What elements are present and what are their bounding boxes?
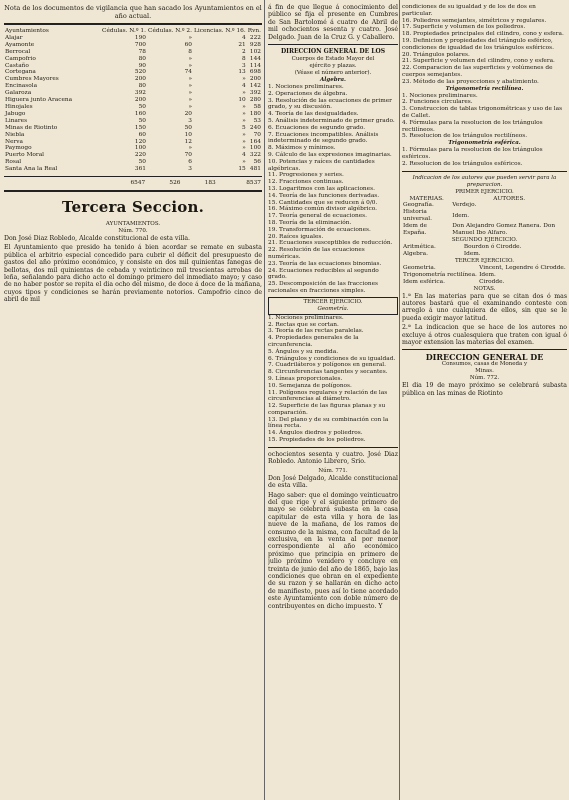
- table-cell: 58: [253, 103, 261, 110]
- list-item: 19. Definicion y propiedades del triángulo esférico, condiciones de igualdad de los triángulos esféricos.: [402, 37, 554, 51]
- list-item: 8. Máximos y mínimos.: [268, 145, 336, 152]
- table-cell: 200: [134, 97, 146, 104]
- table-row: [4, 76, 262, 83]
- table-cell: »: [242, 90, 246, 97]
- col-header: Rvn.: [247, 28, 261, 34]
- col-header: Ayuntamientos: [5, 28, 49, 34]
- table-row: [4, 49, 262, 56]
- list-item: 7. Ecuaciones incompatibles. Análisis indeterminado de segundo grado.: [268, 131, 379, 145]
- list-item: 2. Operaciones de álgebra.: [268, 90, 348, 97]
- list-item: 15. Propiedades de los poliedros.: [268, 437, 366, 444]
- list-item: 22. Comparacion de las superficies y volúmenes de cuerpos semejantes.: [402, 65, 553, 78]
- list-item: 15. Cantidades que se reducen á 0/0.: [268, 199, 378, 206]
- subheading: ejército y plazas.: [309, 63, 357, 70]
- list-item: 10. Potencias y raíces de cantidades algébricas.: [268, 158, 375, 172]
- list-item: 21. Ecuaciones susceptibles de reducción.: [268, 240, 393, 247]
- table-cell: Aritmética.: [403, 243, 436, 250]
- table-cell: Bourdon ó Cirodde.: [463, 243, 522, 250]
- table-cell: »: [242, 159, 246, 166]
- table-cell: Cumbres Mayores: [5, 76, 59, 83]
- table-cell: 481: [249, 166, 261, 173]
- list-item: 16. Máximo común divisor algébrico.: [268, 206, 377, 213]
- table-cell: Cirodde.: [479, 278, 505, 285]
- table-cell: 80: [138, 55, 146, 62]
- table-cell: 80: [138, 83, 146, 90]
- list-item: 5. Ángulos y su medida.: [268, 348, 339, 355]
- number: Núm. 770.: [118, 227, 148, 234]
- list-item: 3. Teoría de las rectas paralelas.: [268, 328, 364, 335]
- col-header: Cédulas. N.º 2.: [148, 28, 192, 34]
- paragraph: El Ayuntamiento que presido ha tenido á bien acordar se remate en subasta pública el arbitrio especial concedido para cubrir el déficit del presupuesto de gastos del año próximo económico, y consiste en dos mil quinientas fanegas de bellotas, dos mil quinientas de cebada y veinticinco mil trescientas arrobas de leña, señalando para dicho acto el domingo primero del inmediato mayo; y caso de no haber postor se repita el dia ocho del mismo, de doce á doce de la mañana, cuyos tipos y condiciones se harán previamente notorios. Campofrio cinco de abril de mil: [4, 244, 262, 304]
- table-cell: 280: [249, 97, 261, 104]
- table-cell: 102: [249, 48, 261, 55]
- right-topic-list: [402, 4, 567, 86]
- table-cell: »: [188, 76, 192, 83]
- table-row: [4, 35, 262, 42]
- list-item: 14. Teoría de las funciones derivadas.: [268, 192, 380, 199]
- table-cell: Paymogo: [5, 145, 32, 152]
- table-cell: »: [242, 110, 246, 117]
- table-row: [4, 42, 262, 49]
- list-item: 13. Logaritmos con las aplicaciones.: [268, 185, 375, 192]
- table-cell: Idem.: [463, 250, 481, 257]
- table-row: [4, 111, 262, 118]
- subheading: Cuerpos de Estado Mayor del: [291, 56, 375, 63]
- table-cell: 21: [238, 41, 246, 48]
- books-table: MATERIAS. AUTORES. Geografía. Verdejo. Historia universal. Idem. Idem de España. Don Alejandro Gomez Ranera. Don Manuel Ibo Alfaro.: [402, 196, 567, 237]
- list-item: 9. Cálculo de las expresiones imaginarias.: [268, 152, 392, 158]
- list-item: 3. Construccion de tablas trigonométricas y uso de las de Callet.: [402, 106, 563, 119]
- table-row: [402, 202, 567, 209]
- list-item: 2. Funciones circulares.: [402, 99, 473, 106]
- table-row: [4, 56, 262, 63]
- table-cell: Niebla: [5, 131, 25, 138]
- table-cell: Linares: [5, 117, 28, 124]
- table-cell: 50: [138, 103, 146, 110]
- table-cell: »: [188, 55, 192, 62]
- table-cell: 200: [134, 76, 146, 83]
- table-cell: 10: [184, 131, 192, 138]
- table-cell: Hinojales: [5, 103, 33, 110]
- table-cell: 928: [249, 41, 261, 48]
- list-item: 4. Fórmulas para la resolucion de los triángulos rectilíneos.: [402, 119, 543, 133]
- trig-esf-list: [402, 147, 567, 167]
- table-cell: 8: [242, 55, 246, 62]
- table-cell: Rosal: [5, 159, 22, 166]
- table-cell: 78: [138, 48, 146, 55]
- list-item: 23. Teoría de las ecuaciones binomias.: [268, 260, 382, 267]
- table-cell: 150: [134, 124, 146, 131]
- list-item: 5. Análisis indeterminado de primer grado.: [268, 118, 395, 125]
- table-cell: Vincent, Legendre ó Cirodde.: [479, 264, 566, 271]
- trig-esf-heading: Trigonometría esférica.: [448, 140, 521, 147]
- list-item: 18. Propiedades principales del cilindro, cono y esfera.: [402, 31, 564, 38]
- table-row: [4, 69, 262, 76]
- indicacion-text: Indicacion de los autores que pueden servir para la preparacion.: [412, 174, 557, 188]
- reference: (Véase el número anterior).: [294, 70, 372, 77]
- table-cell: 142: [249, 83, 261, 90]
- notas-heading: NOTAS.: [473, 285, 496, 292]
- table-cell: 50: [138, 159, 146, 166]
- table-cell: Puerto Moral: [5, 152, 45, 159]
- table-cell: Cortegana: [5, 69, 36, 76]
- list-item: 12. Fracciones continuas.: [268, 179, 344, 186]
- table-cell: Don Alejandro Gomez Ranera. Don Manuel Ibo Alfaro.: [452, 223, 556, 237]
- table-cell: Ayamonte: [5, 41, 35, 48]
- column-rule: [399, 0, 400, 800]
- table-cell: Geografía.: [403, 202, 434, 209]
- table-row: [4, 132, 262, 139]
- author: Don José Diaz Robledo, Alcalde constitucional de esta villa.: [4, 234, 191, 242]
- author: Don José Delgado, Alcalde constitucional de esta villa.: [268, 474, 398, 490]
- table-row: [4, 118, 262, 125]
- table-cell: 12: [184, 138, 192, 145]
- nota-heading: Nota de los documentos de vigilancia que han sacado los Ayuntamientos en el año actual.: [4, 4, 262, 20]
- table-row: [402, 209, 567, 223]
- table-row: [4, 145, 262, 152]
- table-cell: 15: [238, 166, 246, 173]
- table-cell: 8: [188, 48, 192, 55]
- table-cell: Algebra.: [403, 250, 428, 257]
- table-cell: 13: [238, 69, 246, 76]
- table-cell: Alajar: [5, 34, 23, 41]
- table-cell: »: [188, 90, 192, 97]
- table-cell: 74: [184, 69, 192, 76]
- list-item: 22. Resolución de las ecuaciones numéricas.: [268, 247, 365, 260]
- algebra-heading: Algebra.: [320, 77, 346, 84]
- table-cell: 222: [249, 34, 261, 41]
- table-cell: 70: [184, 152, 192, 159]
- table-row: [402, 244, 567, 251]
- col-header: Licencias. N.º 16.: [194, 28, 246, 34]
- subsection-title: AYUNTAMIENTOS.: [105, 220, 161, 227]
- table-cell: 240: [249, 124, 261, 131]
- table-row: [4, 159, 262, 166]
- list-item: 6. Triángulos y condiciones de su igualdad.: [268, 355, 396, 362]
- list-item: 19. Transformación de ecuaciones.: [268, 226, 371, 233]
- list-item: 8. Circunferencias tangentes y secantes.: [268, 369, 388, 376]
- table-cell: 10: [238, 97, 246, 104]
- table-cell: 100: [249, 145, 261, 152]
- table-cell: 3: [188, 166, 192, 173]
- table-cell: »: [188, 83, 192, 90]
- table-cell: 322: [249, 152, 261, 159]
- list-item: 1. Nociones preliminares.: [402, 92, 478, 99]
- list-item: 17. Superficie y volumen de los poliedros.: [402, 24, 526, 31]
- table-cell: 392: [134, 90, 146, 97]
- trig-rect-list: [402, 93, 567, 141]
- list-item: 23. Método de las proyecciones y abatimiento.: [402, 78, 539, 85]
- table-row: [4, 166, 262, 173]
- list-item: 20. Triángulos polares.: [402, 51, 470, 58]
- table-cell: Idem esférica.: [403, 278, 445, 285]
- table-row: [402, 272, 567, 279]
- table-cell: 361: [134, 166, 146, 173]
- table-row: [402, 251, 567, 258]
- table-cell: 120: [134, 138, 146, 145]
- table-cell: »: [188, 145, 192, 152]
- table-cell: 3: [188, 117, 192, 124]
- table-cell: 70: [253, 131, 261, 138]
- table-cell: »: [242, 103, 246, 110]
- direccion-heading: DIRECCION GENERAL DE LOS: [280, 48, 386, 56]
- list-item: 5. Resolucion de los triángulos rectilíneos.: [402, 133, 528, 140]
- table-cell: 114: [249, 62, 261, 69]
- table-cell: 180: [249, 110, 261, 117]
- table-cell: 160: [134, 110, 146, 117]
- table-cell: Geometria.: [403, 264, 436, 271]
- documents-table: [4, 28, 262, 173]
- segundo-table: [402, 244, 567, 258]
- number: Núm. 772.: [469, 375, 500, 382]
- paragraph: Hago saber: que el domingo veinticuatro del que rige y el siguiente primero de mayo se celebrará subasta en la casa capitular de esta villa y hora de las nueve de la mañana, de los ramos de consumo de la misma, con facultad de la exclusiva, en la venta al por menor correspondiente al año económico próximo que principia en primero de julio próximo venidero y concluye en treinta de junio del año de 1865, bajo las condiciones que obran en el expediente de su razon y se hallarán en dicho acto de manifiesto, pues así lo tiene acordado este Ayuntamiento con doble número de contribuyentes en dicho impuesto. Y: [268, 491, 398, 610]
- table-cell: 3: [242, 62, 246, 69]
- table-cell: Idem.: [452, 212, 470, 219]
- table-cell: Idem de España.: [403, 223, 427, 237]
- totals-row: 6547 526 183 8537: [130, 180, 261, 187]
- table-cell: Verdejo.: [452, 202, 477, 209]
- list-item: 11. Progresiones y series.: [268, 172, 344, 179]
- direccion-heading: DIRECCION GENERAL DE: [425, 352, 544, 363]
- table-cell: 100: [134, 145, 146, 152]
- list-item: 20. Raíces iguales.: [268, 233, 324, 240]
- table-cell: Idem.: [479, 271, 496, 278]
- table-cell: 50: [138, 117, 146, 124]
- column-rule: [264, 0, 265, 800]
- trig-rect-heading: Trigonometría rectilínea.: [445, 85, 524, 92]
- table-cell: 90: [138, 62, 146, 69]
- table-cell: 6: [188, 159, 192, 166]
- list-item: 11. Polígonos regulares y relación de las circunferencias al diámetro.: [268, 389, 388, 403]
- list-item: 6. Ecuaciones de segundo grado.: [268, 124, 366, 131]
- table-row: [4, 83, 262, 90]
- table-row: [4, 90, 262, 97]
- table-cell: Trigonometría rectilínea.: [403, 271, 477, 278]
- tercer-table: [402, 265, 567, 286]
- table-cell: 164: [249, 138, 261, 145]
- table-row: [402, 265, 567, 272]
- minas-heading: Minas.: [475, 368, 494, 375]
- table-cell: 220: [134, 152, 146, 159]
- table-cell: 700: [134, 41, 146, 48]
- table-cell: »: [242, 117, 246, 124]
- col-header: Cédulas. N.º 1.: [102, 28, 146, 34]
- table-cell: 56: [253, 159, 261, 166]
- list-item: 12. Superficie de las figuras planas y su comparación.: [268, 403, 386, 416]
- table-row: [402, 279, 567, 286]
- list-item: 24. Ecuaciones reducibles al segundo grado.: [268, 267, 379, 281]
- table-cell: »: [188, 97, 192, 104]
- list-item: 18. Teoría de la eliminación.: [268, 219, 352, 226]
- list-item: 3. Resolución de las ecuaciones de primer grado, y su discusión.: [268, 97, 392, 111]
- table-cell: Minas de Riotinto: [5, 124, 58, 131]
- paragraph: El dia 19 de mayo próximo se celebrará subasta pública en las minas de Riotinto: [402, 382, 567, 397]
- list-item: 16. Poliedros semejantes, simétricos y regulares.: [402, 17, 547, 24]
- left-column: [4, 0, 262, 800]
- list-item: condiciones de su igualdad y de los de dos en particular.: [402, 4, 536, 17]
- segundo-heading: SEGUNDO EJERCICIO.: [451, 236, 518, 243]
- list-item: 9. Líneas proporcionales.: [268, 375, 343, 382]
- table-cell: »: [242, 131, 246, 138]
- nota-1: 1.ª En las materias para que se citan dos ó mas autores bastará que el examinando conteste con arreglo á uno cualquiera de ellos, sin que se le pueda exigir mayor latitud.: [402, 292, 567, 322]
- table-cell: 190: [134, 34, 146, 41]
- table-cell: »: [188, 62, 192, 69]
- geometria-heading: Geometría.: [317, 305, 349, 312]
- table-cell: Santa Ana la Real: [5, 166, 58, 173]
- table-cell: »: [188, 34, 192, 41]
- middle-column: [268, 0, 398, 800]
- list-item: 1. Nociones preliminares.: [268, 314, 344, 321]
- table-cell: »: [188, 103, 192, 110]
- geometry-list: [268, 315, 398, 444]
- table-cell: 520: [134, 69, 146, 76]
- table-cell: Higuera junto Aracena: [5, 97, 73, 104]
- list-item: 1. Fórmulas para la resolucion de los triángulos esféricos.: [402, 147, 543, 160]
- table-cell: Jabugo: [5, 110, 26, 117]
- table-row: [4, 152, 262, 159]
- table-cell: 5: [242, 124, 246, 131]
- table-cell: 60: [138, 131, 146, 138]
- list-item: 4. Teoría de las desigualdades.: [268, 111, 359, 118]
- nota-2: 2.ª La indicacion que se hace de los autores no excluye á otros cualesquiera que traten con igual ó mayor extension las materias del examen.: [402, 324, 567, 346]
- table-cell: »: [242, 76, 246, 83]
- tercer-heading: TERCER EJERCICIO.: [303, 298, 363, 305]
- table-row: [4, 104, 262, 111]
- list-item: 17. Teoría general de ecuaciones.: [268, 213, 367, 220]
- table-cell: Castaño: [5, 62, 29, 69]
- continued-text: á fin de que llegue á conocimiento del público se fija el presente en Cumbres de San Bartolomé á cuatro de Abril de mil ochocientos sesenta y cuatro. José Delgado. Juan de la Cruz G. y Caballero.: [268, 4, 398, 41]
- consumos-heading: Consumos, casas de Moneda y: [441, 361, 528, 368]
- list-item: 7. Cuadriláteros y polígonos en general.: [268, 362, 386, 369]
- table-row: [4, 63, 262, 70]
- table-cell: Encinasola: [5, 83, 38, 90]
- table-row: [4, 139, 262, 146]
- tercer-heading: TERCER EJERCICIO.: [454, 257, 514, 264]
- list-item: 14. Ángulos diedros y poliedros.: [268, 430, 363, 437]
- list-item: 2. Resolucion de los triángulos esféricos.: [402, 160, 523, 167]
- table-cell: 392: [249, 90, 261, 97]
- list-item: 13. Del plano y de su combinación con la línea recta.: [268, 416, 389, 430]
- list-item: 1. Nociones preliminares.: [268, 84, 344, 91]
- table-cell: 53: [253, 117, 261, 124]
- algebra-list: [268, 84, 398, 295]
- table-cell: »: [242, 138, 246, 145]
- table-cell: »: [242, 145, 246, 152]
- signature: ochocientos sesenta y cuatro. José Diaz Robledo. Antonio Librero, Srio.: [268, 450, 398, 466]
- table-cell: 144: [249, 55, 261, 62]
- table-cell: 698: [249, 69, 261, 76]
- table-cell: 20: [184, 110, 192, 117]
- number: Núm. 771.: [318, 467, 348, 474]
- table-cell: 4: [242, 34, 246, 41]
- table-cell: Berrocal: [5, 48, 31, 55]
- section-title: Tercera Seccion.: [61, 197, 205, 216]
- table-cell: 60: [184, 41, 192, 48]
- list-item: 2. Rectas que se cortan.: [268, 321, 339, 328]
- table-cell: Campofrio: [5, 55, 36, 62]
- table-row: [4, 125, 262, 132]
- table-row: [4, 97, 262, 104]
- list-item: 21. Superficie y volumen del cilindro, cono y esfera.: [402, 58, 555, 65]
- table-cell: 4: [242, 152, 246, 159]
- table-cell: 2: [242, 48, 246, 55]
- table-cell: Nerva: [5, 138, 24, 145]
- list-item: 10. Semejanza de polígonos.: [268, 382, 352, 389]
- table-cell: Historia universal.: [403, 209, 432, 223]
- list-item: 4. Propiedades generales de la circunferencia.: [268, 335, 359, 348]
- list-item: 25. Descomposición de las fracciones racionales en fracciones simples.: [268, 281, 379, 294]
- table-cell: Galaroza: [5, 90, 32, 97]
- table-cell: 50: [184, 124, 192, 131]
- primer-heading: PRIMER EJERCICIO.: [455, 188, 514, 195]
- right-column: [402, 0, 567, 800]
- table-cell: 4: [242, 83, 246, 90]
- table-row: [402, 223, 567, 237]
- table-cell: 200: [249, 76, 261, 83]
